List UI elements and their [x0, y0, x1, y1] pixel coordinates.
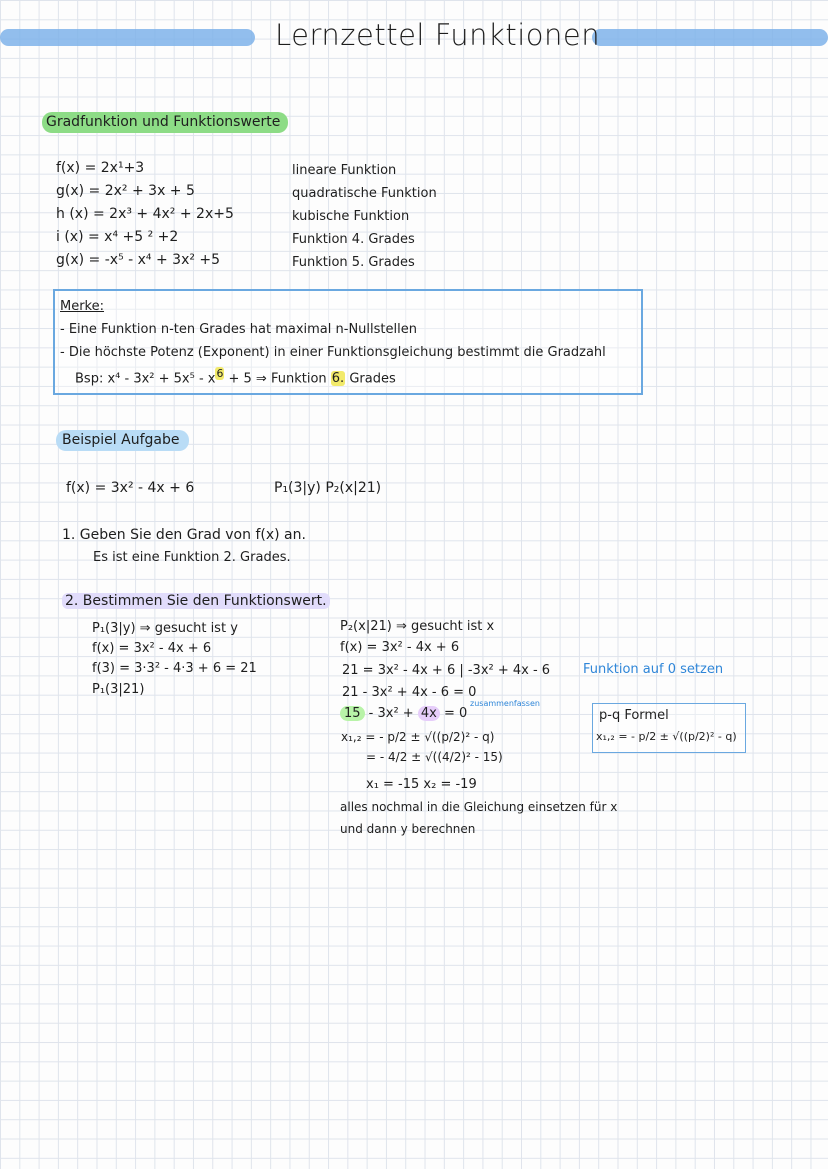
- combined-equation: [340, 706, 467, 721]
- left-line-1: P₁(3|y) ⇒ gesucht ist y: [92, 621, 238, 636]
- combined-end: = 0: [439, 706, 468, 721]
- example-points: P₁(3|y) P₂(x|21): [274, 480, 382, 496]
- zusammenfassen-note: zusammenfassen: [470, 699, 540, 708]
- pq-formula-box: [592, 703, 746, 753]
- combined-linear: 4x: [418, 706, 440, 721]
- answer-1: Es ist eine Funktion 2. Grades.: [93, 550, 291, 565]
- example-function: f(x) = 3x² - 4x + 6: [66, 480, 195, 496]
- x12-line-2: = - 4/2 ± √((4/2)² - 15): [366, 750, 503, 764]
- function-eq-1: f(x) = 2x¹+3: [56, 160, 145, 176]
- task-2-text: 2. Bestimmen Sie den Funktionswert.: [62, 593, 330, 609]
- left-line-3: f(3) = 3·3² - 4·3 + 6 = 21: [92, 661, 257, 676]
- function-eq-3: h (x) = 2x³ + 4x² + 2x+5: [56, 206, 234, 222]
- section-heading-beispiel: Beispiel Aufgabe: [56, 430, 189, 451]
- merke-highlight-degree: 6.: [331, 371, 345, 387]
- function-type-3: kubische Funktion: [292, 209, 410, 224]
- merke-line-2: - Die höchste Potenz (Exponent) in einer Funktionsgleichung bestimmt die Gradzahl: [60, 345, 606, 360]
- solutions: x₁ = -15 x₂ = -19: [366, 777, 477, 792]
- right-line-1: P₂(x|21) ⇒ gesucht ist x: [340, 619, 495, 634]
- note-line-1: alles nochmal in die Gleichung einsetzen für x: [340, 800, 618, 814]
- right-line-4: 21 - 3x² + 4x - 6 = 0: [342, 685, 477, 700]
- note-line-2: und dann y berechnen: [340, 822, 476, 836]
- title-bar-left: [0, 29, 255, 46]
- left-line-2: f(x) = 3x² - 4x + 6: [92, 641, 212, 656]
- right-line-3: 21 = 3x² - 4x + 6 | -3x² + 4x - 6: [342, 663, 551, 678]
- left-line-4: P₁(3|21): [92, 682, 145, 697]
- merke-example-middle: + 5 ⇒ Funktion: [224, 371, 331, 387]
- function-eq-4: i (x) = x⁴ +5 ² +2: [56, 229, 179, 245]
- merke-example-start: Bsp: x⁴ - 3x² + 5x⁵ - x: [75, 371, 216, 387]
- section-heading-gradfunktion: Gradfunktion und Funktionswerte: [42, 112, 288, 133]
- function-eq-2: g(x) = 2x² + 3x + 5: [56, 183, 195, 199]
- title-bar-right: [592, 29, 828, 46]
- function-type-2: quadratische Funktion: [292, 186, 437, 201]
- merke-box: [53, 289, 643, 395]
- merke-line-3: [75, 367, 396, 386]
- merke-line-1: - Eine Funktion n-ten Grades hat maximal n-Nullstellen: [60, 322, 417, 337]
- function-type-1: lineare Funktion: [292, 163, 397, 178]
- x12-line-1: x₁,₂ = - p/2 ± √((p/2)² - q): [341, 730, 495, 744]
- function-type-4: Funktion 4. Grades: [292, 232, 415, 247]
- merke-label: Merke:: [60, 299, 105, 314]
- task-2: [62, 593, 330, 609]
- function-type-5: Funktion 5. Grades: [292, 255, 415, 270]
- side-note-null-setzen: Funktion auf 0 setzen: [583, 662, 724, 677]
- merke-example-end: Grades: [345, 371, 396, 387]
- function-eq-5: g(x) = -x⁵ - x⁴ + 3x² +5: [56, 252, 221, 268]
- page-title: Lernzettel Funktionen: [275, 18, 601, 52]
- pq-formula: x₁,₂ = - p/2 ± √((p/2)² - q): [596, 730, 737, 743]
- right-line-2: f(x) = 3x² - 4x + 6: [340, 640, 460, 655]
- task-1: 1. Geben Sie den Grad von f(x) an.: [62, 527, 306, 543]
- merke-highlight-exponent: 6: [216, 367, 224, 380]
- pq-title: p-q Formel: [599, 708, 669, 723]
- combined-middle: - 3x² +: [364, 706, 418, 721]
- combined-const: 15: [340, 706, 365, 721]
